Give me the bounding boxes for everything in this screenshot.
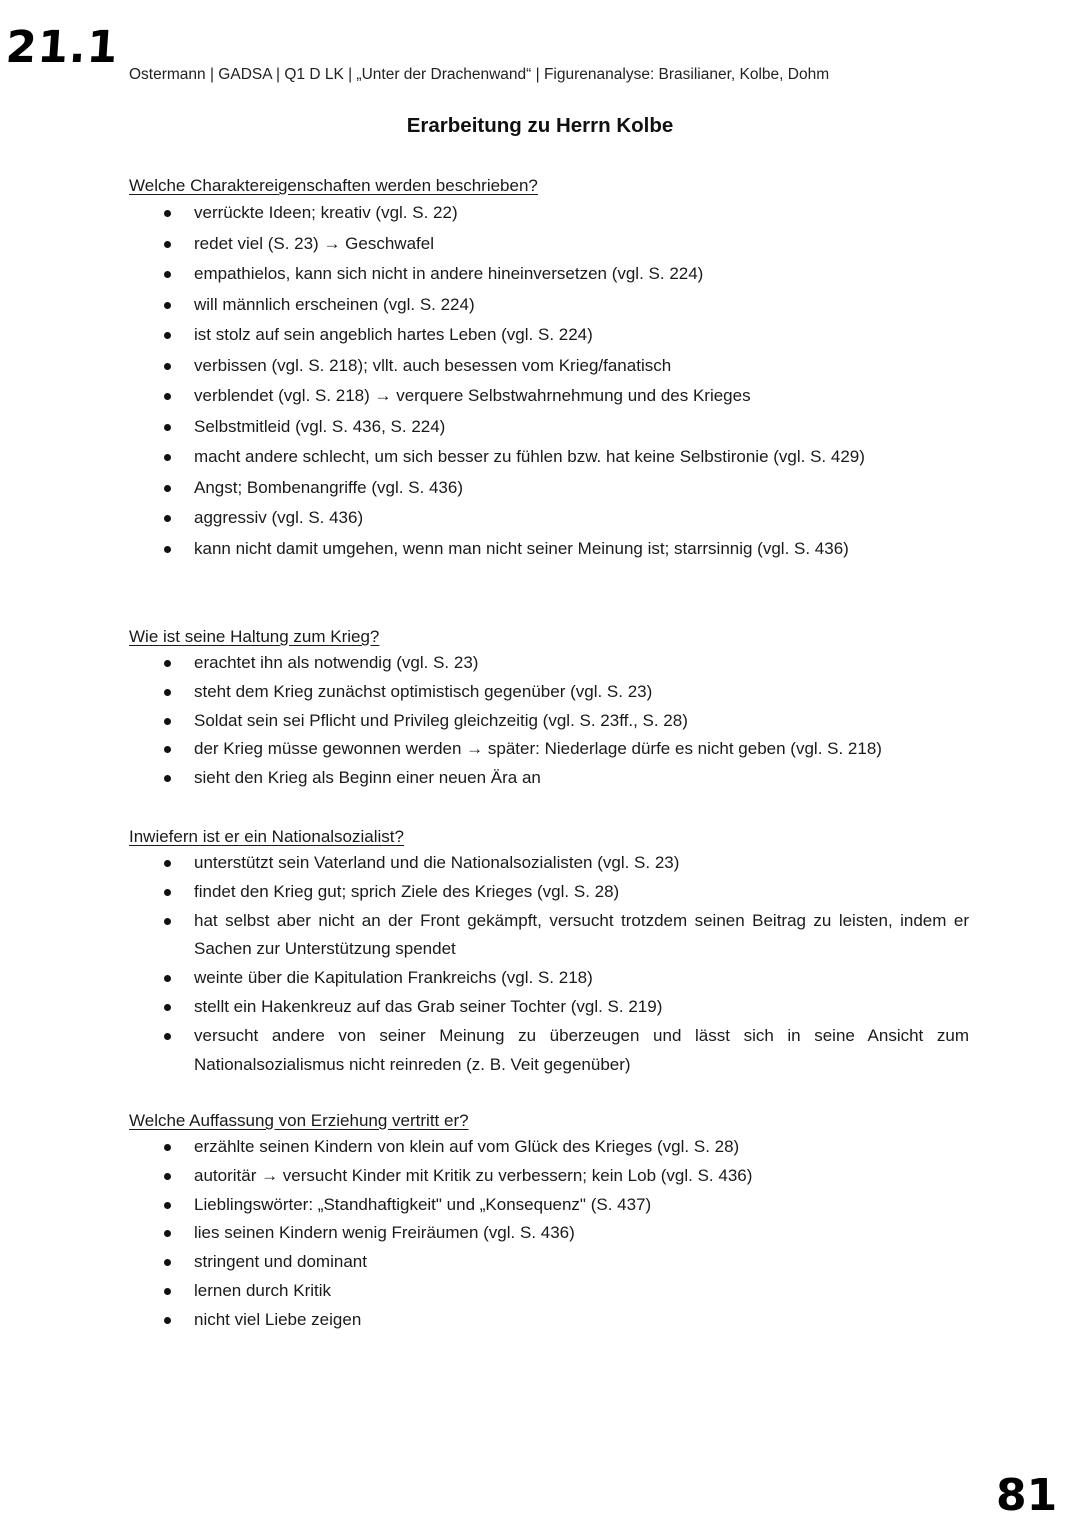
list-item: redet viel (S. 23) → Geschwafel [129, 229, 969, 260]
list-item: aggressiv (vgl. S. 436) [129, 503, 969, 534]
list-item: erzählte seinen Kindern von klein auf vom Glück des Krieges (vgl. S. 28) [129, 1133, 969, 1162]
list-item: versucht andere von seiner Meinung zu überzeugen und lässt sich in seine Ansicht zum Nationalsozialismus nicht reinreden (z. B. Veit gegenüber) [129, 1022, 969, 1080]
list-item: will männlich erscheinen (vgl. S. 224) [129, 290, 969, 321]
section-question: Inwiefern ist er ein Nationalsozialist? [129, 827, 404, 846]
page-title: Erarbeitung zu Herrn Kolbe [406, 114, 674, 137]
section-question: Wie ist seine Haltung zum Krieg? [129, 627, 380, 646]
list-item: stringent und dominant [129, 1248, 969, 1277]
list-item: nicht viel Liebe zeigen [129, 1306, 969, 1335]
list-item: lernen durch Kritik [129, 1277, 969, 1306]
list-item: autoritär → versucht Kinder mit Kritik zu verbessern; kein Lob (vgl. S. 436) [129, 1162, 969, 1191]
list-item: verblendet (vgl. S. 218) → verquere Selbstwahrnehmung und des Krieges [129, 381, 969, 412]
bullet-list [129, 198, 969, 564]
list-item: kann nicht damit umgehen, wenn man nicht seiner Meinung ist; starrsinnig (vgl. S. 436) [129, 534, 969, 565]
section-question: Welche Auffassung von Erziehung vertritt er? [129, 1111, 469, 1130]
list-item: unterstützt sein Vaterland und die Nationalsozialisten (vgl. S. 23) [129, 849, 969, 878]
section-national-socialist [129, 825, 969, 1079]
bullet-list [129, 849, 969, 1079]
section-education [129, 1109, 969, 1335]
list-item: Soldat sein sei Pflicht und Privileg gleichzeitig (vgl. S. 23ff., S. 28) [129, 707, 969, 736]
list-item: Selbstmitleid (vgl. S. 436, S. 224) [129, 412, 969, 443]
handwritten-page-number: 21.1 [4, 22, 121, 73]
list-item: empathielos, kann sich nicht in andere hineinversetzen (vgl. S. 224) [129, 259, 969, 290]
section-attitude-war [129, 625, 969, 793]
list-item: hat selbst aber nicht an der Front gekämpft, versucht trotzdem seinen Beitrag zu leisten, indem er Sachen zur Unterstützung spendet [129, 907, 969, 965]
list-item: verrückte Ideen; kreativ (vgl. S. 22) [129, 198, 969, 229]
list-item: lies seinen Kindern wenig Freiräumen (vgl. S. 436) [129, 1219, 969, 1248]
list-item: steht dem Krieg zunächst optimistisch gegenüber (vgl. S. 23) [129, 678, 969, 707]
list-item: Lieblingswörter: „Standhaftigkeit" und „Konsequenz" (S. 437) [129, 1191, 969, 1220]
list-item: stellt ein Hakenkreuz auf das Grab seiner Tochter (vgl. S. 219) [129, 993, 969, 1022]
list-item: ist stolz auf sein angeblich hartes Leben (vgl. S. 224) [129, 320, 969, 351]
list-item: findet den Krieg gut; sprich Ziele des Krieges (vgl. S. 28) [129, 878, 969, 907]
list-item: verbissen (vgl. S. 218); vllt. auch besessen vom Krieg/fanatisch [129, 351, 969, 382]
handwritten-page-mark: 81 [996, 1470, 1058, 1521]
list-item: der Krieg müsse gewonnen werden → später: Niederlage dürfe es nicht geben (vgl. S. 218) [129, 735, 969, 764]
list-item: macht andere schlecht, um sich besser zu fühlen bzw. hat keine Selbstironie (vgl. S. 429) [129, 442, 969, 473]
document-header: Ostermann | GADSA | Q1 D LK | „Unter der Drachenwand“ | Figurenanalyse: Brasilianer, Kolbe, Dohm [129, 66, 830, 83]
section-question: Welche Charaktereigenschaften werden beschrieben? [129, 176, 538, 195]
bullet-list [129, 1133, 969, 1335]
list-item: Angst; Bombenangriffe (vgl. S. 436) [129, 473, 969, 504]
bullet-list [129, 649, 969, 793]
list-item: erachtet ihn als notwendig (vgl. S. 23) [129, 649, 969, 678]
section-character-traits [129, 174, 969, 564]
list-item: sieht den Krieg als Beginn einer neuen Ära an [129, 764, 969, 793]
list-item: weinte über die Kapitulation Frankreichs (vgl. S. 218) [129, 964, 969, 993]
